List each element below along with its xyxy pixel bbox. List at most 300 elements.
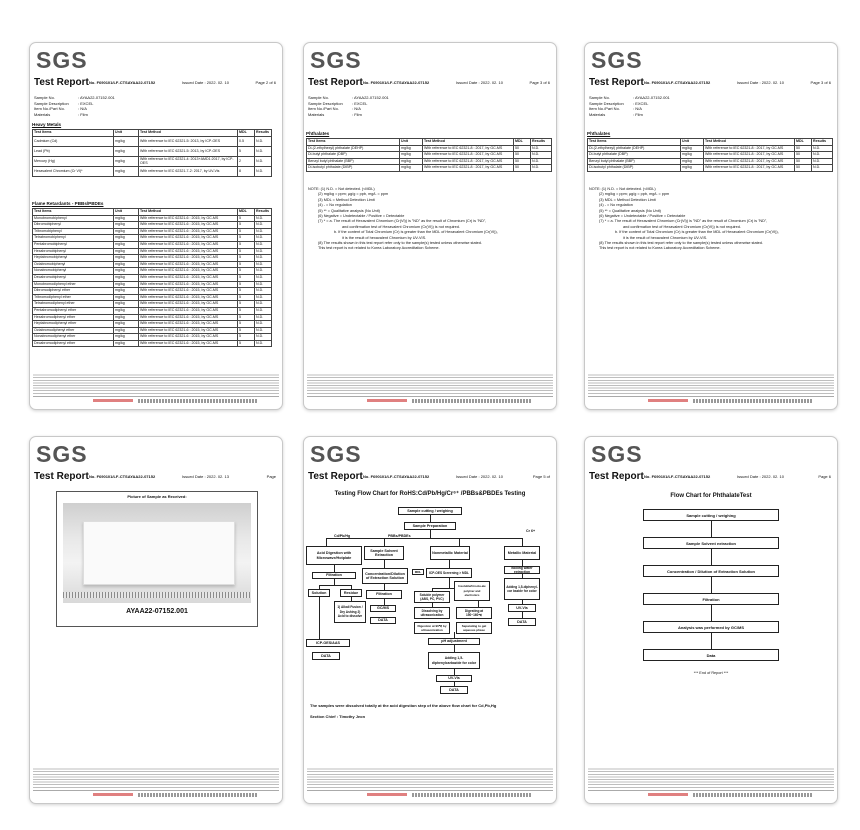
table-cell: With reference to IEC 62321-6 : 2015, by GC-MS <box>139 222 238 229</box>
table-cell: With reference to IEC 62321-5: 2013, by ICP-OES <box>139 136 238 146</box>
table-cell: Octabromobiphenyl <box>33 261 114 268</box>
disclaimer-text <box>33 373 279 395</box>
flow-adding-diphenyl: Adding 1,5-diphenyl-car bazide for color <box>504 578 540 600</box>
flow-label-pbbs: PBBs/PBDEs <box>388 534 411 538</box>
flow-soluble-polymer: Soluble polymer (ABS, PC, PVC) <box>414 591 450 603</box>
flow-filtration-2: Filtration <box>366 590 402 599</box>
table-cell: N.D. <box>255 301 272 308</box>
flow-solution: Solution <box>308 589 330 597</box>
sample-photo-frame <box>56 491 258 627</box>
flow-step-6: Data <box>643 649 779 661</box>
table-cell: With reference to IEC 62321-6 : 2015, by GC-MS <box>139 228 238 235</box>
table-cell: mg/kg <box>114 307 139 314</box>
flow-solvent-extraction: Sample Solvent Extraction <box>364 546 404 560</box>
table-cell: Benzyl butyl phthalate (BBP) <box>588 158 681 165</box>
photo-caption: Picture of Sample as Received: <box>127 494 187 499</box>
report-page-photo[interactable] <box>29 436 283 804</box>
table-cell: N.D. <box>255 261 272 268</box>
table-cell: Di-butyl phthalate (DBP) <box>588 152 681 159</box>
table-cell: mg/kg <box>400 165 423 172</box>
table-row <box>33 281 272 288</box>
table-cell: N.D. <box>255 222 272 229</box>
report-title: Test Report <box>34 471 89 482</box>
table-cell: Monobromobiphenyl <box>33 215 114 222</box>
table-cell: 2 <box>238 156 255 166</box>
flow-step-5: Analysis was performed by GC/MS <box>643 621 779 633</box>
note-line: (4) - = No regulation <box>599 203 633 208</box>
table-cell: mg/kg <box>400 158 423 165</box>
table-cell: Di-isobutyl phthalate (DIBP) <box>307 165 400 172</box>
table-cell: Dibromodiphenyl ether <box>33 288 114 295</box>
flow-label-cdpbhg: Cd/Pb/Hg <box>334 534 351 538</box>
note-line: This test report is not related to Korea Laboratory Accreditation Scheme. <box>318 246 440 251</box>
table-cell: With reference to IEC 62321-5: 2013, by ICP-OES <box>139 146 238 156</box>
report-page-3b[interactable] <box>584 42 838 410</box>
flow-data-icp: DATA <box>312 652 340 660</box>
flowchart-title: Flow Chart for PhthalateTest <box>670 493 752 499</box>
table-cell: 5 <box>238 248 255 255</box>
report-title: Test Report <box>34 77 89 88</box>
table-cell: mg/kg <box>681 152 704 159</box>
flow-mdl: MDL <box>412 569 424 575</box>
table-cell: 50 <box>795 158 812 165</box>
report-page-flow-phthalate[interactable] <box>584 436 838 804</box>
issued-date: Issued Date : 2022. 02. 10 <box>737 474 784 479</box>
table-cell: 5 <box>238 222 255 229</box>
flow-icp-aas: ICP-OES/AAS <box>306 639 350 647</box>
sgs-logo: SGS <box>591 47 643 73</box>
phthalates-table: Test Items Unit Test Method MDL Results Di-(2-ethylhexyl) phthalate (DEHP) mg/kg With reference to IEC 62321-8 : 2017, by GC-MS 50 N.D. Di-butyl phthalate (DBP) mg/kg With reference to IEC 62321-8 : 2017, by GC-MS 50 N.D. Benzyl butyl phthalate (BBP) mg/kg With reference to IEC 62321-8 : 2017, by GC-MS 50 N.D. Di-isobutyl phthalate (DIBP) mg/kg With reference to IEC 62321-8 : 2017, by GC-MS 50 N.D. <box>306 138 552 172</box>
table-cell: Tribromodiphenyl ether <box>33 294 114 301</box>
flow-step-4: Filtration <box>643 593 779 605</box>
table-cell: 50 <box>795 145 812 152</box>
table-row <box>33 228 272 235</box>
table-row <box>33 261 272 268</box>
table-cell: Di-butyl phthalate (DBP) <box>307 152 400 159</box>
issued-date: Issued Date : 2022. 02. 10 <box>456 474 503 479</box>
table-row <box>588 145 833 152</box>
table-row <box>33 314 272 321</box>
table-cell: mg/kg <box>114 294 139 301</box>
table-cell: 5 <box>238 321 255 328</box>
table-cell: mg/kg <box>681 145 704 152</box>
table-cell: mg/kg <box>114 215 139 222</box>
footer-bar <box>307 790 553 800</box>
table-cell: Lead (Pb) <box>33 146 114 156</box>
table-cell: mg/kg <box>681 165 704 172</box>
table-cell: With reference to IEC 62321-6 : 2015, by GC-MS <box>139 274 238 281</box>
table-cell: N.D. <box>531 145 552 152</box>
table-cell: N.D. <box>255 255 272 262</box>
table-cell: 50 <box>514 152 531 159</box>
table-cell: 50 <box>514 165 531 172</box>
table-row <box>307 152 552 159</box>
note-line: (7) * = a. The result of Hexavalent Chromium (Cr(VI)) is "ND" as the result of Chromium (Cr) is "ND", <box>318 219 487 224</box>
page-number: Page 3 of 6 <box>529 80 550 85</box>
table-cell: Octabromodiphenyl ether <box>33 327 114 334</box>
table-cell: With reference to IEC 62321-6 : 2015, by GC-MS <box>139 288 238 295</box>
table-cell: N.D. <box>531 158 552 165</box>
sample-label: AYAA22-07152.001 <box>126 608 188 615</box>
page-number: Page 3 of 6 <box>810 80 831 85</box>
flow-sample-cutting: Sample cutting / weighing <box>398 507 462 515</box>
note-line: NOTE: (1) N.D. = Not detected. (<MDL) <box>589 187 656 191</box>
table-cell: N.D. <box>255 274 272 281</box>
note-line: (5) ** = Qualitative analysis (No Unit) <box>599 208 661 213</box>
table-row <box>33 235 272 242</box>
table-cell: 5 <box>238 314 255 321</box>
table-cell: mg/kg <box>114 314 139 321</box>
table-cell: mg/kg <box>681 158 704 165</box>
table-cell: 50 <box>795 152 812 159</box>
table-row <box>33 146 272 156</box>
note-line: (2) mg/kg = ppm; µg/g = ppb, mg/L = ppm <box>599 192 670 197</box>
table-cell: Benzyl butyl phthalate (BBP) <box>307 158 400 165</box>
table-cell: N.D. <box>255 321 272 328</box>
table-cell: N.D. <box>255 156 272 166</box>
page-number: Page <box>266 474 276 479</box>
table-cell: With reference to IEC 62321-6 : 2015, by GC-MS <box>139 314 238 321</box>
table-cell: mg/kg <box>114 281 139 288</box>
table-cell: Pentabromobiphenyl <box>33 241 114 248</box>
table-cell: 5 <box>238 146 255 156</box>
table-row <box>307 165 552 172</box>
section-heavy-metals: Heavy Metals <box>32 122 62 127</box>
table-cell: N.D. <box>812 152 833 159</box>
note-line: b. If the content of Total Chromium (Cr) is greater than the MDL of Hexavalent Chromium (Cr(VI)), <box>615 230 779 235</box>
note-line: (6) Negative = Undetectable / Positive = Detectable <box>318 214 405 218</box>
sgs-logo: SGS <box>591 441 643 467</box>
table-cell: N.D. <box>255 146 272 156</box>
table-cell: Mercury (Hg) <box>33 156 114 166</box>
sgs-logo: SGS <box>36 441 88 467</box>
table-cell: N.D. <box>812 158 833 165</box>
table-cell: With reference to IEC 62321-8 : 2017, by GC-MS <box>423 158 514 165</box>
table-cell: 5 <box>238 294 255 301</box>
note-line: (6) Negative = Undetectable / Positive = Detectable <box>599 214 686 218</box>
flow-step-1: Sample cutting / weighing <box>643 509 779 521</box>
report-title: Test Report <box>308 77 363 88</box>
table-cell: mg/kg <box>400 152 423 159</box>
sample-photo <box>63 503 251 603</box>
table-row <box>588 152 833 159</box>
table-cell: 50 <box>795 165 812 172</box>
flow-data-final: DATA <box>440 686 468 694</box>
note-line: (8) The results shown in this test report refer only to the sample(s) tested unless otherwise stated. <box>599 241 763 245</box>
table-cell: 5 <box>238 288 255 295</box>
flow-uvvis-2: UV-Vis <box>436 675 472 682</box>
flow-digestion-90: Digestion at 90℃ by ultrasonication <box>414 622 450 634</box>
table-cell: mg/kg <box>114 274 139 281</box>
table-row <box>307 158 552 165</box>
table-cell: mg/kg <box>114 340 139 347</box>
table-cell: 5 <box>238 274 255 281</box>
page-number: Page 6 <box>818 474 831 479</box>
pbb-pbde-table: Test Items Unit Test Method MDL Results Monobromobiphenyl mg/kg With reference to IEC 62321-6 : 2015, by GC-MS 5 N.D. Dibromobiphenyl mg/kg With reference to IEC 62321-6 : 2015, by GC-MS 5 N.D. Tribromobiphenyl mg/kg With reference to IEC 62321-6 : 2015, by GC-MS 5 N.D. Tetrabromobiphenyl mg/kg With reference to IEC 62321-6 : 2015, by GC-MS 5 N.D. Pentabromobiphenyl mg/kg With reference to IEC 62321-6 : 2015, by GC-MS 5 N.D. Hexabromobiphenyl mg/kg With reference to IEC 62321-6 : 2015, by GC-MS 5 N.D. Heptabromobiphenyl mg/kg With reference to IEC 62321-6 : 2015, by GC-MS 5 N.D. Octabromobiphenyl mg/kg With reference to IEC 62321-6 : 2015, by GC-MS 5 N.D. Nonabromobiphenyl mg/kg With reference to IEC 62321-6 : 2015, by GC-MS 5 N.D. Decabromobiphenyl mg/kg With reference to IEC 62321-6 : 2015, by GC-MS 5 N.D. Monobromodiphenyl ether mg/kg With reference to IEC 62321-6 : 2015, by GC-MS 5 N.D. Dibromodiphenyl ether mg/kg With reference to IEC 62321-6 : 2015, by GC-MS 5 N.D. Tribromodiphenyl ether mg/kg With reference to IEC 62321-6 : 2015, by GC-MS 5 N.D. Tetrabromodiphenyl ether mg/kg With reference to IEC 62321-6 : 2015, by GC-MS 5 N.D. Pentabromodiphenyl ether mg/kg With reference to IEC 62321-6 : 2015, by GC-MS 5 N.D. Hexabromodiphenyl ether mg/kg With reference to IEC 62321-6 : 2015, by GC-MS 5 N.D. Heptabromodiphenyl ether mg/kg With reference to IEC 62321-6 : 2015, by GC-MS 5 N.D. Octabromodiphenyl ether mg/kg With reference to IEC 62321-6 : 2015, by GC-MS 5 N.D. Nonabromodiphenyl ether mg/kg With reference to IEC 62321-6 : 2015, by GC-MS 5 N.D. Decabromodiphenyl ether mg/kg With reference to IEC 62321-6 : 2015, by GC-MS 5 N.D. <box>32 208 272 347</box>
report-number: No. F690101/LF-CTSAYAA22-07152 <box>89 80 156 85</box>
ruler <box>63 592 251 598</box>
table-cell: Tribromobiphenyl <box>33 228 114 235</box>
flow-icp-screening: ICP-OES Screening > MDL <box>426 568 472 578</box>
flow-sample-preparation: Sample Preparation <box>404 522 456 530</box>
note-line: it is the result of hexavalent Chromium by UV-VIS. <box>342 235 427 240</box>
note-line: and confirmation test of Hexavalent Chromium (Cr(VI)) is not required. <box>623 224 741 229</box>
table-row <box>33 294 272 301</box>
issued-date: Issued Date : 2022. 02. 13 <box>182 474 229 479</box>
section-chief: Section Chief : Timothy Jeon <box>310 714 366 719</box>
table-cell: 5 <box>238 255 255 262</box>
issued-date: Issued Date : 2022. 02. 10 <box>456 80 503 85</box>
section-phthalates: Phthalates <box>306 131 330 136</box>
section-flame-retardants: Flame Retardants - PBBs/PBDEs <box>32 201 104 206</box>
table-cell: Di-isobutyl phthalate (DIBP) <box>588 165 681 172</box>
table-cell: N.D. <box>255 327 272 334</box>
footer-bar <box>33 790 279 800</box>
table-cell: With reference to IEC 62321-8 : 2017, by GC-MS <box>423 145 514 152</box>
flow-step-2: Sample Solvent extraction <box>643 537 779 549</box>
table-row <box>33 215 272 222</box>
flow-dissolving: Dissolving by ultrasonication <box>414 607 450 619</box>
table-cell: Nonabromodiphenyl ether <box>33 334 114 341</box>
report-title: Test Report <box>589 77 644 88</box>
table-cell: N.D. <box>255 248 272 255</box>
note-line: (3) MDL = Method Detection Limit <box>318 197 375 202</box>
flow-label-cr6: Cr 6+ <box>526 529 536 533</box>
table-cell: With reference to IEC 62321-6 : 2015, by GC-MS <box>139 327 238 334</box>
flow-acid-digestion: Acid Digestion with Microwave/Hotplate <box>306 546 362 565</box>
flow-note: The samples were dissolved totally at the acid digestion step of the above flow chart for Cd,Pb,Hg <box>310 703 497 708</box>
note-line: it is the result of hexavalent Chromium by UV-VIS. <box>623 235 708 240</box>
table-cell: N.D. <box>255 281 272 288</box>
film-sample <box>83 521 235 585</box>
note-line: b. If the content of Total Chromium (Cr) is greater than the MDL of Hexavalent Chromium (Cr(VI)), <box>334 230 498 235</box>
sample-info: Sample No. : AYAA22-07152.001 Sample Description : EXCEL Item No./Part No. : N/A Materials : Film <box>308 95 389 117</box>
table-cell: 5 <box>238 235 255 242</box>
report-number: No. F690101/LF-CTSAYAA22-07152 <box>644 80 711 85</box>
table-cell: mg/kg <box>114 228 139 235</box>
table-cell: N.D. <box>531 165 552 172</box>
flow-ph-adjustment: pH adjustment <box>428 638 480 645</box>
report-page-2[interactable] <box>29 42 283 410</box>
table-row <box>33 136 272 146</box>
note-line: (5) ** = Qualitative analysis (No Unit) <box>318 208 380 213</box>
table-cell: With reference to IEC 62321-4: 2013+AMD1:2017, by ICP-OES <box>139 156 238 166</box>
flow-metallic: Metallic Material <box>504 546 540 560</box>
table-cell: With reference to IEC 62321-6 : 2015, by GC-MS <box>139 301 238 308</box>
flow-separating: Separating to get aqueous phase <box>456 622 492 634</box>
table-cell: Decabromodiphenyl ether <box>33 340 114 347</box>
footer-bar <box>588 790 834 800</box>
table-cell: With reference to IEC 62321-6 : 2015, by GC-MS <box>139 294 238 301</box>
table-cell: With reference to IEC 62321-6 : 2015, by GC-MS <box>139 307 238 314</box>
table-cell: With reference to IEC 62321-6 : 2015, by GC-MS <box>139 281 238 288</box>
table-cell: With reference to IEC 62321-6 : 2015, by GC-MS <box>139 241 238 248</box>
table-row <box>33 340 272 347</box>
table-row <box>33 327 272 334</box>
disclaimer-text <box>588 767 834 789</box>
report-title: Test Report <box>308 471 363 482</box>
table-cell: N.D. <box>255 215 272 222</box>
section-phthalates: Phthalates <box>587 131 611 136</box>
sgs-logo: SGS <box>310 441 362 467</box>
table-cell: mg/kg <box>400 145 423 152</box>
table-cell: Decabromobiphenyl <box>33 274 114 281</box>
page-number: Page 2 of 6 <box>255 80 276 85</box>
report-number: No. F690101/LF-CTSAYAA22-07152 <box>363 80 430 85</box>
sgs-logo: SGS <box>310 47 362 73</box>
table-cell: N.D. <box>255 235 272 242</box>
table-cell: Heptabromobiphenyl <box>33 255 114 262</box>
table-cell: With reference to IEC 62321-6 : 2015, by GC-MS <box>139 321 238 328</box>
disclaimer-text <box>588 373 834 395</box>
table-cell: With reference to IEC 62321-6 : 2015, by GC-MS <box>139 340 238 347</box>
flowchart-title: Testing Flow Chart for RoHS:Cd/Pb/Hg/Cr⁶⁺ /PBBs&PBDEs Testing <box>334 491 526 497</box>
table-cell: 0.5 <box>238 136 255 146</box>
table-cell: N.D. <box>255 294 272 301</box>
footer-bar <box>588 396 834 406</box>
sample-info: Sample No. : AYAA22-07152.001 Sample Description : EXCEL Item No./Part No. : N/A Materials : Film <box>34 95 115 117</box>
flow-insoluble-polymer: Insoluble/Unsolu-ate polymer and electronics <box>454 581 490 601</box>
table-cell: mg/kg <box>114 288 139 295</box>
table-cell: N.D. <box>531 152 552 159</box>
flow-boiling-water: Boiling water extraction <box>504 566 540 574</box>
table-cell: Di-(2-ethylhexyl) phthalate (DEHP) <box>307 145 400 152</box>
report-number: No. F690101/LF-CTSAYAA22-07152 <box>644 474 711 479</box>
table-row <box>33 255 272 262</box>
table-row <box>33 222 272 229</box>
table-cell: mg/kg <box>114 327 139 334</box>
end-of-report: *** End of Report *** <box>693 671 729 675</box>
disclaimer-text <box>33 767 279 789</box>
table-cell: N.D. <box>255 136 272 146</box>
table-cell: N.D. <box>255 334 272 341</box>
table-cell: Monobromodiphenyl ether <box>33 281 114 288</box>
table-cell: Hexabromobiphenyl <box>33 248 114 255</box>
issued-date: Issued Date : 2022. 02. 10 <box>182 80 229 85</box>
table-row <box>33 166 272 176</box>
table-cell: With reference to IEC 62321-8 : 2017, by GC-MS <box>704 158 795 165</box>
table-row <box>33 241 272 248</box>
table-cell: 50 <box>514 158 531 165</box>
flow-filtration: Filtration <box>312 572 356 579</box>
table-cell: Hexabromodiphenyl ether <box>33 314 114 321</box>
table-row <box>33 248 272 255</box>
footer-bar <box>33 396 279 406</box>
table-cell: Hexavalent Chromium (Cr VI)* <box>33 166 114 176</box>
table-row <box>33 321 272 328</box>
table-cell: mg/kg <box>114 136 139 146</box>
table-cell: With reference to IEC 62321-6 : 2015, by GC-MS <box>139 248 238 255</box>
table-cell: mg/kg <box>114 301 139 308</box>
table-cell: 5 <box>238 327 255 334</box>
flow-residue: Residue <box>340 589 362 597</box>
table-row <box>588 158 833 165</box>
table-cell: Cadmium (Cd) <box>33 136 114 146</box>
table-cell: mg/kg <box>114 146 139 156</box>
table-cell: 5 <box>238 228 255 235</box>
table-row <box>33 301 272 308</box>
note-line: NOTE: (1) N.D. = Not detected. (<MDL) <box>308 187 375 191</box>
table-cell: N.D. <box>812 145 833 152</box>
phthalates-table: Test Items Unit Test Method MDL Results Di-(2-ethylhexyl) phthalate (DEHP) mg/kg With reference to IEC 62321-8 : 2017, by GC-MS 50 N.D. Di-butyl phthalate (DBP) mg/kg With reference to IEC 62321-8 : 2017, by GC-MS 50 N.D. Benzyl butyl phthalate (BBP) mg/kg With reference to IEC 62321-8 : 2017, by GC-MS 50 N.D. Di-isobutyl phthalate (DIBP) mg/kg With reference to IEC 62321-8 : 2017, by GC-MS 50 N.D. <box>587 138 833 172</box>
table-cell: With reference to IEC 62321-6 : 2015, by GC-MS <box>139 235 238 242</box>
sgs-logo: SGS <box>36 47 88 73</box>
table-cell: N.D. <box>255 268 272 275</box>
note-line: (7) * = a. The result of Hexavalent Chromium (Cr(VI)) is "ND" as the result of Chromium (Cr) is "ND", <box>599 219 768 224</box>
table-cell: 5 <box>238 334 255 341</box>
table-cell: mg/kg <box>114 248 139 255</box>
table-row <box>33 274 272 281</box>
table-cell: Di-(2-ethylhexyl) phthalate (DEHP) <box>588 145 681 152</box>
table-cell: With reference to IEC 62321-6 : 2015, by GC-MS <box>139 268 238 275</box>
issued-date: Issued Date : 2022. 02. 10 <box>737 80 784 85</box>
table-cell: With reference to IEC 62321-8 : 2017, by GC-MS <box>704 152 795 159</box>
table-cell: With reference to IEC 62321-8 : 2017, by GC-MS <box>704 165 795 172</box>
report-page-flow-rohs[interactable] <box>303 436 557 804</box>
table-cell: Pentabromodiphenyl ether <box>33 307 114 314</box>
table-cell: 5 <box>238 268 255 275</box>
table-cell: With reference to IEC 62321-7-2: 2017, by UV-Vis <box>139 166 238 176</box>
table-cell: mg/kg <box>114 241 139 248</box>
table-cell: N.D. <box>255 340 272 347</box>
flow-data-uvvis: DATA <box>508 618 536 626</box>
table-cell: 5 <box>238 281 255 288</box>
table-cell: Nonabromobiphenyl <box>33 268 114 275</box>
table-cell: mg/kg <box>114 235 139 242</box>
flow-data-gcms: DATA <box>370 617 396 624</box>
table-cell: mg/kg <box>114 334 139 341</box>
table-cell: 8 <box>238 166 255 176</box>
table-row <box>33 307 272 314</box>
flow-step-3: Concentration / Dilution of Extraction Solution <box>643 565 779 577</box>
disclaimer-text <box>307 767 553 789</box>
table-cell: Tetrabromodiphenyl ether <box>33 301 114 308</box>
table-cell: N.D. <box>255 288 272 295</box>
table-row <box>33 156 272 166</box>
sample-info: Sample No. : AYAA22-07152.001 Sample Description : EXCEL Item No./Part No. : N/A Materials : Film <box>589 95 670 117</box>
table-cell: mg/kg <box>114 255 139 262</box>
note-line: and confirmation test of Hexavalent Chromium (Cr(VI)) is not required. <box>342 224 460 229</box>
table-cell: mg/kg <box>114 261 139 268</box>
flow-concentration: Concentration/Dilution of Extraction Solution <box>362 568 408 584</box>
flow-uvvis: UV-Vis <box>508 604 536 612</box>
table-cell: N.D. <box>255 307 272 314</box>
table-cell: 50 <box>514 145 531 152</box>
table-cell: With reference to IEC 62321-6 : 2015, by GC-MS <box>139 215 238 222</box>
table-cell: mg/kg <box>114 268 139 275</box>
report-number: No. F690101/LF-CTSAYAA22-07152 <box>89 474 156 479</box>
footer-bar <box>307 396 553 406</box>
table-cell: mg/kg <box>114 222 139 229</box>
table-row <box>33 334 272 341</box>
table-cell: Dibromobiphenyl <box>33 222 114 229</box>
note-line: (2) mg/kg = ppm; µg/g = ppb, mg/L = ppm <box>318 192 389 197</box>
table-cell: N.D. <box>255 228 272 235</box>
flow-adding-diphenylcarbazide: Adding 1,5-diphenylcarbazide for color <box>428 652 480 669</box>
table-cell: 5 <box>238 241 255 248</box>
table-cell: mg/kg <box>114 156 139 166</box>
table-cell: N.D. <box>255 314 272 321</box>
table-cell: Heptabromodiphenyl ether <box>33 321 114 328</box>
report-page-3a[interactable] <box>303 42 557 410</box>
flow-gcms: GC/MS <box>370 605 396 612</box>
table-cell: 5 <box>238 301 255 308</box>
table-cell: With reference to IEC 62321-6 : 2015, by GC-MS <box>139 334 238 341</box>
table-cell: mg/kg <box>114 166 139 176</box>
table-cell: 5 <box>238 261 255 268</box>
note-line: This test report is not related to Korea Laboratory Accreditation Scheme. <box>599 246 721 251</box>
table-row <box>33 268 272 275</box>
